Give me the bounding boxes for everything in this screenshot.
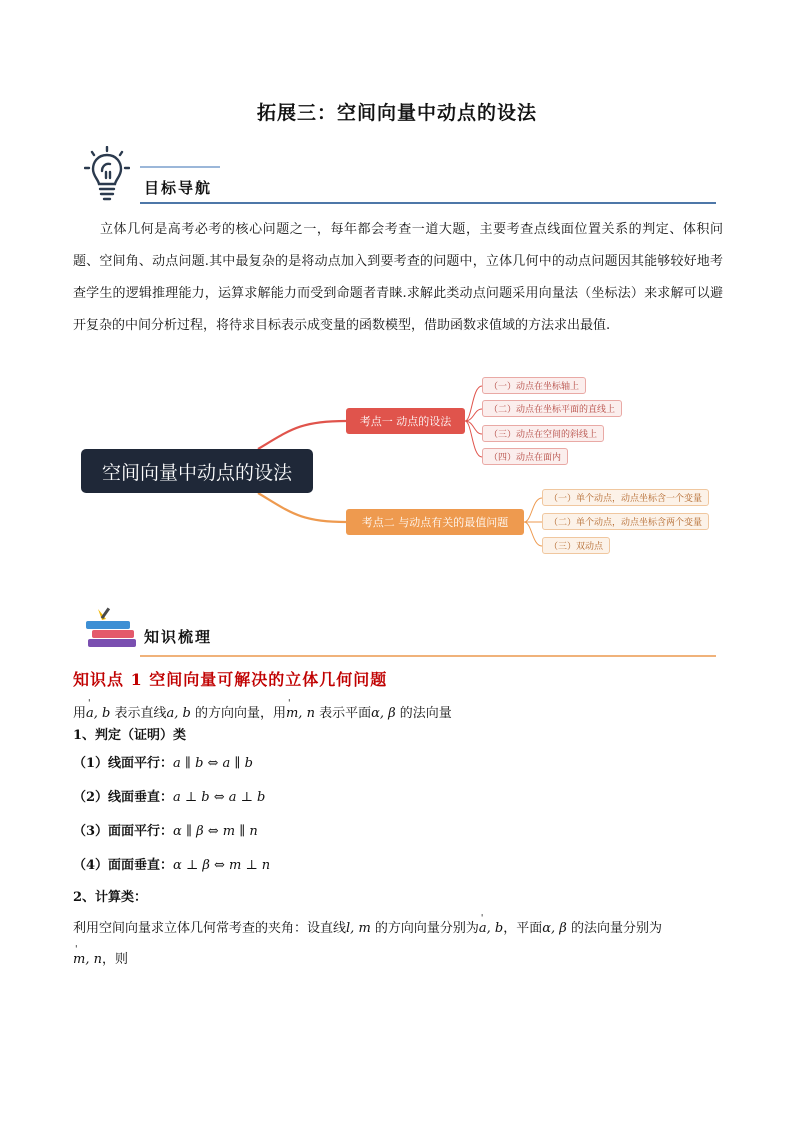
math-symbol: α, β	[542, 921, 567, 936]
text: 表示平面	[314, 706, 372, 721]
books-icon	[84, 605, 140, 651]
banner-rule	[140, 655, 716, 657]
vector-symbol: ' a, b	[479, 921, 503, 936]
text: ，平面	[503, 921, 543, 936]
text: 利用空间向量求立体几何常考查的夹角：设直线	[73, 921, 347, 936]
mindmap-leaf: （四）动点在面内	[482, 448, 568, 465]
kp-calc-line	[73, 917, 662, 936]
kp-item	[73, 820, 258, 839]
mindmap-leaf: （三）动点在空间的斜线上	[482, 425, 604, 442]
mindmap-leaf: （三）双动点	[542, 537, 610, 554]
mindmap-leaf: （一）单个动点，动点坐标含一个变量	[542, 489, 709, 506]
vector-symbol: ' a, b	[86, 706, 110, 721]
kp-item-formula: a ∥ b ⇔ a ∥ b	[173, 756, 253, 771]
mindmap-branch-2: 考点二 与动点有关的最值问题	[346, 509, 524, 535]
text: 的方向向量，用	[190, 706, 286, 721]
mindmap-root: 空间向量中动点的设法	[81, 449, 313, 493]
vector-symbol: ' m, n	[73, 952, 102, 967]
section-label-knowledge: 知识梳理	[144, 628, 213, 646]
kp-item-formula: α ∥ β ⇔ m ∥ n	[173, 824, 258, 839]
kp-item	[73, 854, 270, 873]
page-title: 拓展三：空间向量中动点的设法	[256, 102, 537, 124]
kp-item-label: （3）面面平行：	[73, 824, 174, 839]
section-label-goals: 目标导航	[144, 179, 213, 197]
kp-heading-1: 1、判定（证明）类	[73, 728, 187, 743]
text: 的法向量分别为	[566, 921, 662, 936]
mindmap-leaf: （二）动点在坐标平面的直线上	[482, 400, 622, 417]
mindmap-leaf: （一）动点在坐标轴上	[482, 377, 586, 394]
kp-heading-2: 2、计算类：	[73, 890, 148, 905]
math-symbol: α, β	[371, 706, 396, 721]
mindmap-leaf: （二）单个动点，动点坐标含两个变量	[542, 513, 709, 530]
text: 的方向向量分别为	[370, 921, 479, 936]
mindmap-branch-1: 考点一 动点的设法	[346, 408, 465, 434]
text: 用	[73, 706, 87, 721]
kp-calc-line-2	[73, 948, 128, 967]
kp-item-label: （2）线面垂直：	[73, 790, 174, 805]
text: 表示直线	[110, 706, 167, 721]
kp-item	[73, 786, 265, 805]
kp-intro-line	[73, 702, 452, 721]
kp-item-label: （4）面面垂直：	[73, 858, 174, 873]
kp-item-formula: α ⊥ β ⇔ m ⊥ n	[173, 858, 271, 873]
kp-item	[73, 752, 253, 771]
text: ，则	[101, 952, 128, 967]
kp-item-formula: a ⊥ b ⇔ a ⊥ b	[173, 790, 266, 805]
vector-symbol: ' m, n	[286, 706, 315, 721]
kp-item-label: （1）线面平行：	[73, 756, 174, 771]
math-symbol: a, b	[166, 706, 191, 721]
text: 的法向量	[395, 706, 452, 721]
intro-paragraph: 立体几何是高考必考的核心问题之一，每年都会考查一道大题，主要考查点线面位置关系的判定、体积问题、空间角、动点问题.其中最复杂的是将动点加入到要考查的问题中，立体几何中的动点问题因其能够较好地考查学生的逻辑推理能力，运算求解能力而受到命题者青睐.求解此类动点问题采用向量法（坐标法）来求解可以避开复杂的中间分析过程，将待求目标表示成变量的函数模型，借助函数求值域的方法求出最值.	[73, 222, 723, 333]
knowledge-point-title: 知识点 1 空间向量可解决的立体几何问题	[73, 670, 388, 689]
section-banner-knowledge	[84, 605, 716, 665]
math-symbol: l, m	[346, 921, 371, 936]
